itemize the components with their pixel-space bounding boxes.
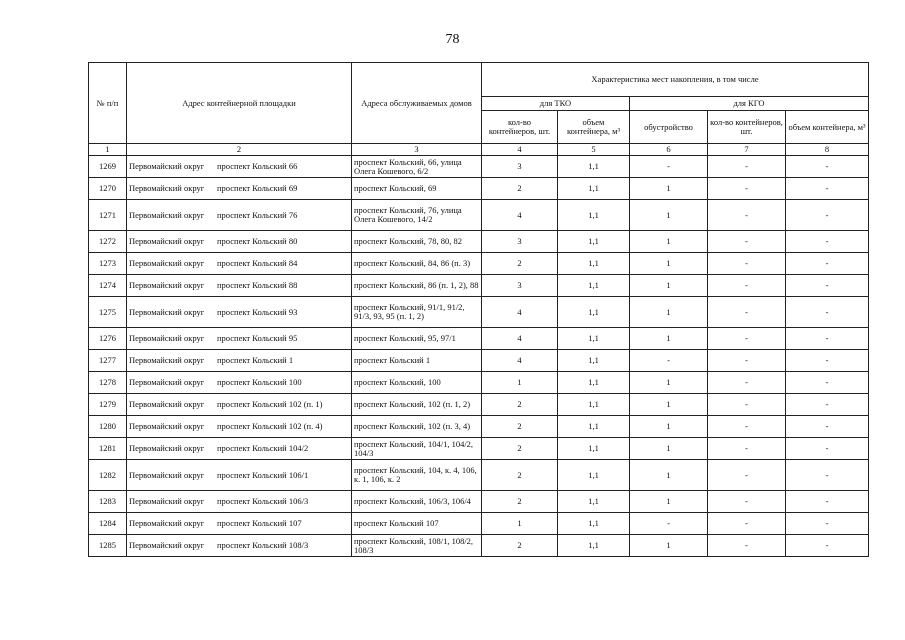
site-address-cell: [127, 156, 352, 178]
district-label: Первомайский округ: [129, 421, 205, 431]
kgo-count-cell: -: [708, 231, 786, 253]
kgo-volume-cell: -: [786, 253, 869, 275]
served-addresses-cell: проспект Кольский, 76, улица Олега Кошевого, 14/2: [352, 200, 482, 231]
kgo-volume-cell: -: [786, 200, 869, 231]
district-label: Первомайский округ: [129, 236, 205, 246]
kgo-volume-cell: -: [786, 372, 869, 394]
column-number: 3: [352, 144, 482, 156]
row-number-cell: 1272: [89, 231, 127, 253]
container-sites-table: [88, 62, 869, 557]
tko-volume-cell: 1,1: [558, 200, 630, 231]
tko-volume-cell: 1,1: [558, 416, 630, 438]
site-address-cell: [127, 231, 352, 253]
tko-volume-cell: 1,1: [558, 275, 630, 297]
street-label: проспект Кольский 88: [217, 280, 298, 290]
district-label: Первомайский округ: [129, 377, 205, 387]
district-label: Первомайский округ: [129, 280, 205, 290]
tko-volume-cell: 1,1: [558, 535, 630, 557]
tko-count-cell: 1: [482, 513, 558, 535]
kgo-volume-cell: -: [786, 275, 869, 297]
kgo-volume-cell: -: [786, 231, 869, 253]
street-label: проспект Кольский 76: [217, 209, 298, 220]
site-address-cell: [127, 416, 352, 438]
header-facility: обустройство: [630, 111, 708, 144]
site-address-cell: [127, 350, 352, 372]
page-number: 78: [445, 32, 460, 47]
tko-count-cell: 4: [482, 297, 558, 328]
kgo-volume-cell: -: [786, 178, 869, 200]
kgo-volume-cell: -: [786, 535, 869, 557]
street-label: проспект Кольский 107: [217, 518, 302, 528]
served-addresses-cell: проспект Кольский, 86 (п. 1, 2), 88: [352, 275, 482, 297]
street-label: проспект Кольский 84: [217, 258, 298, 268]
tko-count-cell: 4: [482, 350, 558, 372]
tko-count-cell: 2: [482, 438, 558, 460]
tko-volume-cell: 1,1: [558, 394, 630, 416]
kgo-volume-cell: -: [786, 297, 869, 328]
district-label: Первомайский округ: [129, 399, 205, 409]
table-row: [89, 372, 869, 394]
street-label: проспект Кольский 102 (п. 4): [217, 421, 323, 431]
tko-volume-cell: 1,1: [558, 156, 630, 178]
district-label: Первомайский округ: [129, 183, 205, 193]
row-number-cell: 1280: [89, 416, 127, 438]
header-kgo: для КГО: [630, 97, 869, 111]
column-number: 1: [89, 144, 127, 156]
street-label: проспект Кольский 102 (п. 1): [217, 399, 323, 409]
table-row: [89, 350, 869, 372]
street-label: проспект Кольский 80: [217, 236, 298, 246]
tko-count-cell: 3: [482, 231, 558, 253]
district-label: Первомайский округ: [129, 333, 205, 343]
kgo-volume-cell: -: [786, 491, 869, 513]
facility-cell: 1: [630, 231, 708, 253]
tko-volume-cell: 1,1: [558, 491, 630, 513]
served-addresses-cell: проспект Кольский, 108/1, 108/2, 108/3: [352, 535, 482, 557]
kgo-count-cell: -: [708, 200, 786, 231]
facility-cell: 1: [630, 416, 708, 438]
district-label: Первомайский округ: [129, 518, 205, 528]
table-row: [89, 275, 869, 297]
district-label: Первомайский округ: [129, 161, 205, 171]
column-number: 6: [630, 144, 708, 156]
header-site-address: Адрес контейнерной площадки: [127, 63, 352, 144]
district-label: Первомайский округ: [129, 496, 205, 506]
district-label: Первомайский округ: [129, 306, 205, 317]
street-label: проспект Кольский 106/1: [217, 469, 309, 480]
served-addresses-cell: проспект Кольский, 84, 86 (п. 3): [352, 253, 482, 275]
tko-volume-cell: 1,1: [558, 253, 630, 275]
table-row: [89, 460, 869, 491]
site-address-cell: [127, 253, 352, 275]
tko-volume-cell: 1,1: [558, 178, 630, 200]
tko-count-cell: 2: [482, 460, 558, 491]
served-addresses-cell: проспект Кольский, 102 (п. 3, 4): [352, 416, 482, 438]
served-addresses-cell: проспект Кольский, 106/3, 106/4: [352, 491, 482, 513]
tko-volume-cell: 1,1: [558, 350, 630, 372]
row-number-cell: 1278: [89, 372, 127, 394]
row-number-cell: 1277: [89, 350, 127, 372]
table-row: [89, 253, 869, 275]
kgo-count-cell: -: [708, 535, 786, 557]
tko-volume-cell: 1,1: [558, 372, 630, 394]
tko-count-cell: 2: [482, 394, 558, 416]
tko-volume-cell: 1,1: [558, 513, 630, 535]
site-address-cell: [127, 297, 352, 328]
street-label: проспект Кольский 108/3: [217, 540, 309, 550]
site-address-cell: [127, 460, 352, 491]
site-address-cell: [127, 513, 352, 535]
served-addresses-cell: проспект Кольский, 104/1, 104/2, 104/3: [352, 438, 482, 460]
header-served-addresses: Адреса обслуживаемых домов: [352, 63, 482, 144]
header-row-number: № п/п: [89, 63, 127, 144]
header-tko-volume: объем контейнера, м³: [558, 111, 630, 144]
table-row: [89, 178, 869, 200]
street-label: проспект Кольский 104/2: [217, 443, 309, 453]
site-address-cell: [127, 200, 352, 231]
tko-count-cell: 4: [482, 200, 558, 231]
facility-cell: 1: [630, 328, 708, 350]
district-label: Первомайский округ: [129, 209, 205, 220]
facility-cell: 1: [630, 372, 708, 394]
tko-count-cell: 2: [482, 253, 558, 275]
kgo-count-cell: -: [708, 275, 786, 297]
row-number-cell: 1273: [89, 253, 127, 275]
kgo-volume-cell: -: [786, 156, 869, 178]
kgo-volume-cell: -: [786, 350, 869, 372]
tko-count-cell: 2: [482, 535, 558, 557]
site-address-cell: [127, 438, 352, 460]
kgo-count-cell: -: [708, 156, 786, 178]
kgo-volume-cell: -: [786, 328, 869, 350]
table-row: [89, 231, 869, 253]
street-label: проспект Кольский 95: [217, 333, 298, 343]
site-address-cell: [127, 394, 352, 416]
district-label: Первомайский округ: [129, 540, 205, 550]
row-number-cell: 1269: [89, 156, 127, 178]
served-addresses-cell: проспект Кольский, 66, улица Олега Кошевого, 6/2: [352, 156, 482, 178]
table-row: [89, 200, 869, 231]
facility-cell: -: [630, 156, 708, 178]
header-characteristics: Характеристика мест накопления, в том числе: [482, 63, 869, 97]
tko-volume-cell: 1,1: [558, 231, 630, 253]
facility-cell: 1: [630, 253, 708, 275]
street-label: проспект Кольский 66: [217, 161, 298, 171]
site-address-cell: [127, 372, 352, 394]
table-row: [89, 513, 869, 535]
kgo-count-cell: -: [708, 297, 786, 328]
tko-count-cell: 2: [482, 416, 558, 438]
served-addresses-cell: проспект Кольский, 104, к. 4, 106, к. 1, 106, к. 2: [352, 460, 482, 491]
header-kgo-count: кол-во контейнеров, шт.: [708, 111, 786, 144]
header-kgo-volume: объем контейнера, м³: [786, 111, 869, 144]
kgo-count-cell: -: [708, 513, 786, 535]
row-number-cell: 1283: [89, 491, 127, 513]
table-row: [89, 328, 869, 350]
facility-cell: -: [630, 350, 708, 372]
street-label: проспект Кольский 69: [217, 183, 298, 193]
street-label: проспект Кольский 100: [217, 377, 302, 387]
tko-volume-cell: 1,1: [558, 328, 630, 350]
row-number-cell: 1274: [89, 275, 127, 297]
column-number: 8: [786, 144, 869, 156]
kgo-volume-cell: -: [786, 394, 869, 416]
facility-cell: 1: [630, 178, 708, 200]
kgo-volume-cell: -: [786, 438, 869, 460]
tko-count-cell: 4: [482, 328, 558, 350]
row-number-cell: 1270: [89, 178, 127, 200]
street-label: проспект Кольский 106/3: [217, 496, 309, 506]
kgo-count-cell: -: [708, 491, 786, 513]
district-label: Первомайский округ: [129, 469, 205, 480]
row-number-cell: 1285: [89, 535, 127, 557]
facility-cell: 1: [630, 491, 708, 513]
table-row: [89, 297, 869, 328]
row-number-cell: 1282: [89, 460, 127, 491]
tko-count-cell: 1: [482, 372, 558, 394]
kgo-count-cell: -: [708, 328, 786, 350]
served-addresses-cell: проспект Кольский, 95, 97/1: [352, 328, 482, 350]
kgo-count-cell: -: [708, 394, 786, 416]
facility-cell: 1: [630, 535, 708, 557]
site-address-cell: [127, 275, 352, 297]
tko-volume-cell: 1,1: [558, 297, 630, 328]
column-number: 4: [482, 144, 558, 156]
facility-cell: 1: [630, 460, 708, 491]
site-address-cell: [127, 535, 352, 557]
served-addresses-cell: проспект Кольский, 69: [352, 178, 482, 200]
kgo-volume-cell: -: [786, 460, 869, 491]
kgo-volume-cell: -: [786, 513, 869, 535]
facility-cell: 1: [630, 200, 708, 231]
row-number-cell: 1279: [89, 394, 127, 416]
served-addresses-cell: проспект Кольский, 78, 80, 82: [352, 231, 482, 253]
served-addresses-cell: проспект Кольский 1: [352, 350, 482, 372]
row-number-cell: 1281: [89, 438, 127, 460]
street-label: проспект Кольский 1: [217, 355, 294, 365]
kgo-volume-cell: -: [786, 416, 869, 438]
table-row: [89, 156, 869, 178]
header-tko: для ТКО: [482, 97, 630, 111]
kgo-count-cell: -: [708, 372, 786, 394]
row-number-cell: 1275: [89, 297, 127, 328]
table-row: [89, 438, 869, 460]
column-number: 2: [127, 144, 352, 156]
tko-count-cell: 3: [482, 275, 558, 297]
site-address-cell: [127, 328, 352, 350]
kgo-count-cell: -: [708, 178, 786, 200]
facility-cell: 1: [630, 275, 708, 297]
kgo-count-cell: -: [708, 253, 786, 275]
kgo-count-cell: -: [708, 416, 786, 438]
tko-count-cell: 2: [482, 491, 558, 513]
kgo-count-cell: -: [708, 438, 786, 460]
served-addresses-cell: проспект Кольский, 91/1, 91/2, 91/3, 93, 95 (п. 1, 2): [352, 297, 482, 328]
kgo-count-cell: -: [708, 350, 786, 372]
site-address-cell: [127, 178, 352, 200]
column-number: 7: [708, 144, 786, 156]
kgo-count-cell: -: [708, 460, 786, 491]
row-number-cell: 1276: [89, 328, 127, 350]
row-number-cell: 1284: [89, 513, 127, 535]
facility-cell: 1: [630, 297, 708, 328]
served-addresses-cell: проспект Кольский, 102 (п. 1, 2): [352, 394, 482, 416]
table-row: [89, 491, 869, 513]
served-addresses-cell: проспект Кольский 107: [352, 513, 482, 535]
site-address-cell: [127, 491, 352, 513]
column-number: 5: [558, 144, 630, 156]
table-row: [89, 394, 869, 416]
row-number-cell: 1271: [89, 200, 127, 231]
table-row: [89, 535, 869, 557]
tko-volume-cell: 1,1: [558, 438, 630, 460]
facility-cell: -: [630, 513, 708, 535]
district-label: Первомайский округ: [129, 258, 205, 268]
street-label: проспект Кольский 93: [217, 306, 298, 317]
served-addresses-cell: проспект Кольский, 100: [352, 372, 482, 394]
table-row: [89, 416, 869, 438]
tko-count-cell: 3: [482, 156, 558, 178]
facility-cell: 1: [630, 438, 708, 460]
district-label: Первомайский округ: [129, 443, 205, 453]
header-tko-count: кол-во контейнеров, шт.: [482, 111, 558, 144]
tko-count-cell: 2: [482, 178, 558, 200]
district-label: Первомайский округ: [129, 355, 205, 365]
facility-cell: 1: [630, 394, 708, 416]
tko-volume-cell: 1,1: [558, 460, 630, 491]
